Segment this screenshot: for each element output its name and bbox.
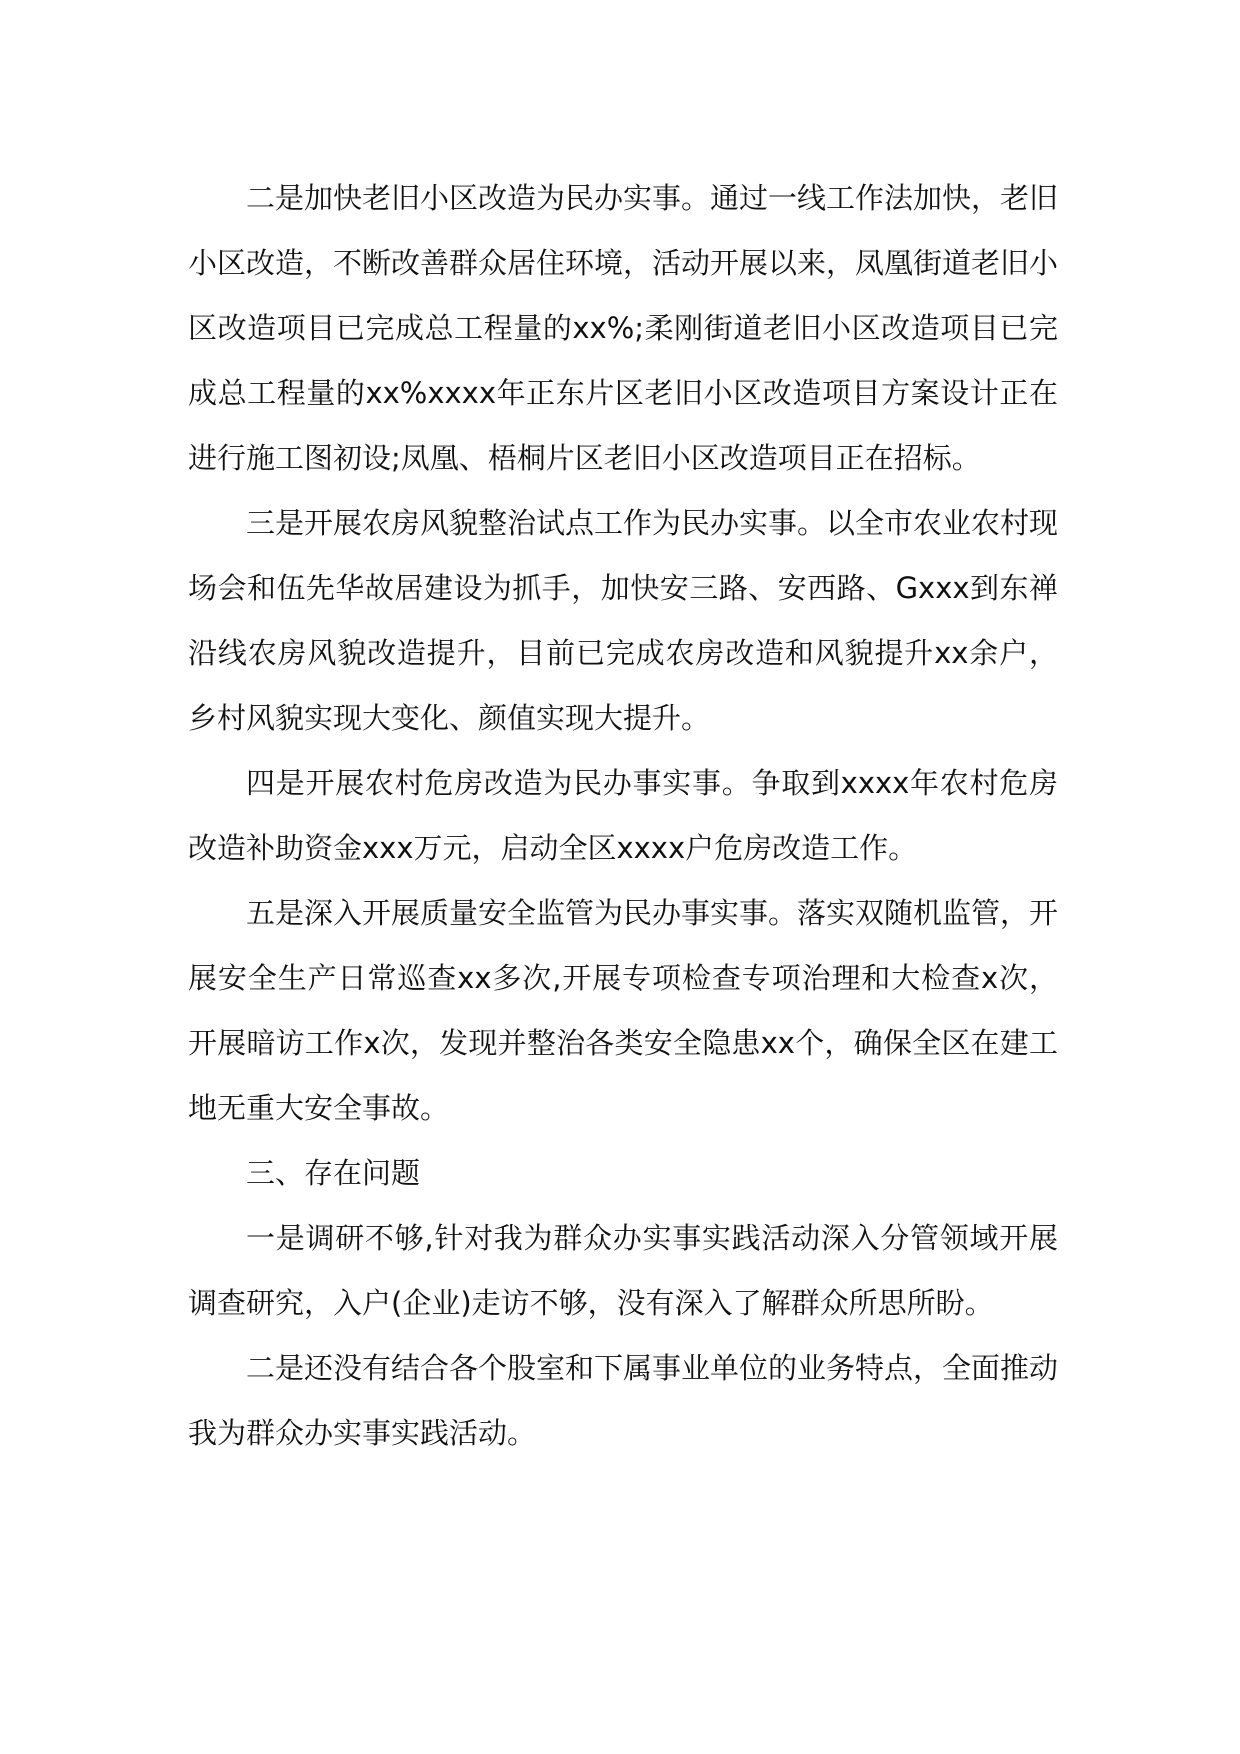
section-heading-existing-problems: 三、存在问题	[246, 1156, 421, 1190]
paragraph-old-community-renovation: 二是加快老旧小区改造为民办实事。通过一线工作法加快，老旧小区改造，不断改善群众居住环境，活动开展以来，凤凰街道老旧小区改造项目已完成总工程量的xx%;柔刚街道老旧小区改造项目已完成总工程量的xx%xxxx年正东片区老旧小区改造项目方案设计正在进行施工图初设;凤凰、梧桐片区老旧小区改造项目正在招标。	[188, 181, 1059, 475]
paragraph-business-integration: 二是还没有结合各个股室和下属事业单位的业务特点，全面推动我为群众办实事实践活动。	[188, 1351, 1059, 1450]
paragraph-rural-dangerous-housing: 四是开展农村危房改造为民办事实事。争取到xxxx年农村危房改造补助资金xxx万元，启动全区xxxx户危房改造工作。	[188, 766, 1058, 865]
paragraph-rural-housing-appearance: 三是开展农房风貌整治试点工作为民办实事。以全市农业农村现场会和伍先华故居建设为抓手，加快安三路、安西路、Gxxx到东禅沿线农房风貌改造提升，目前已完成农房改造和风貌提升xx余户，乡村风貌实现大变化、颜值实现大提升。	[188, 506, 1059, 735]
document-body	[188, 166, 1058, 1466]
paragraph-insufficient-research: 一是调研不够,针对我为群众办实事实践活动深入分管领域开展调查研究，入户(企业)走访不够，没有深入了解群众所思所盼。	[188, 1221, 1058, 1320]
paragraph-quality-safety-supervision: 五是深入开展质量安全监管为民办事实事。落实双随机监管，开展安全生产日常巡查xx多次,开展专项检查专项治理和大检查x次，开展暗访工作x次，发现并整治各类安全隐患xx个，确保全区在建工地无重大安全事故。	[188, 896, 1059, 1125]
